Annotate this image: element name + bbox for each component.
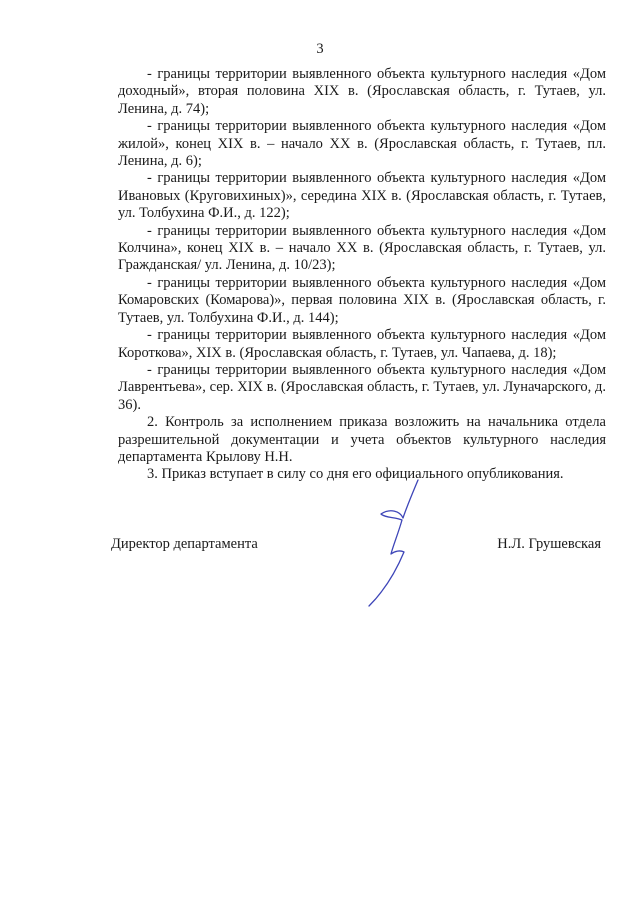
signer-position: Директор департамента [111, 536, 258, 552]
clause-3: 3. Приказ вступает в силу со дня его официального опубликования. [147, 466, 564, 483]
list-item: - границы территории выявленного объекта культурного наследия «Дом доходный», вторая половина XIX в. (Ярославская область, г. Тутаев, ул. Ленина, д. 74); [118, 66, 606, 117]
list-item: - границы территории выявленного объекта культурного наследия «Дом Колчина», конец XIX в. – начало XX в. (Ярославская область, г. Тутаев, ул. Гражданская/ ул. Ленина, д. 10/23); [118, 222, 606, 274]
handwritten-signature [355, 478, 435, 608]
page-number: 3 [316, 41, 324, 57]
clause-2: 2. Контроль за исполнением приказа возложить на начальника отдела разрешительной документации и учета объектов культурного наследия департамента Крылову Н.Н. [118, 414, 606, 465]
list-item: - границы территории выявленного объекта культурного наследия «Дом жилой», конец XIX в. – начало XX в. (Ярославская область, г. Тутаев, пл. Ленина, д. 6); [118, 118, 606, 170]
signature-stroke [369, 480, 418, 606]
signer-name: Н.Л. Грушевская [497, 536, 601, 552]
document-body [118, 66, 606, 484]
list-item: - границы территории выявленного объекта культурного наследия «Дом Комаровских (Комарова)», первая половина XIX в. (Ярославская область, г. Тутаев, ул. Толбухина Ф.И., д. 144); [118, 274, 606, 326]
list-item: - границы территории выявленного объекта культурного наследия «Дом Короткова», XIX в. (Ярославская область, г. Тутаев, ул. Чапаева, д. 18); [118, 327, 606, 361]
list-item: - границы территории выявленного объекта культурного наследия «Дом Ивановых (Круговихиных)», середина XIX в. (Ярославская область, г. Тутаев, ул. Толбухина Ф.И., д. 122); [118, 170, 606, 222]
list-item: - границы территории выявленного объекта культурного наследия «Дом Лаврентьева», сер. XIX в. (Ярославская область, г. Тутаев, ул. Луначарского, д. 36). [118, 361, 606, 413]
